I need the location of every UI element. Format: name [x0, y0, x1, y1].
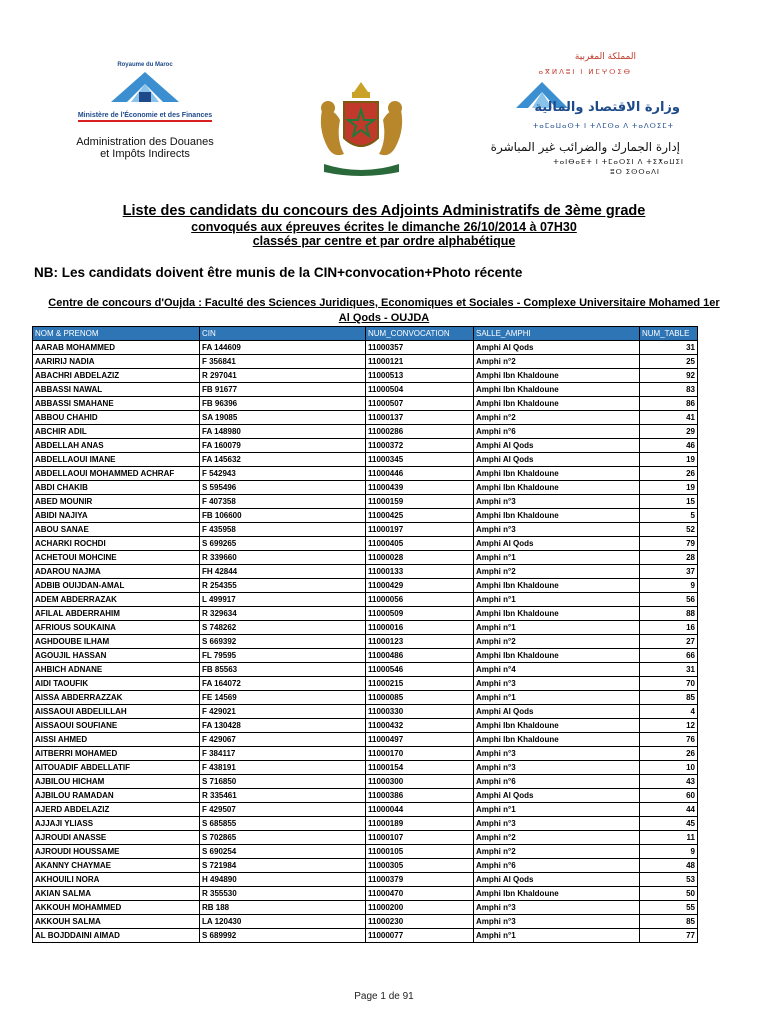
cell-salle-amphi: Amphi Al Qods [474, 537, 640, 551]
table-row [33, 691, 698, 705]
cell-num-convocation: 11000507 [366, 397, 474, 411]
table-row [33, 719, 698, 733]
cell-num-table: 66 [640, 649, 698, 663]
cell-nom-prenom: AGHDOUBE ILHAM [33, 635, 200, 649]
centre-heading [30, 296, 738, 326]
cell-cin: S 721984 [200, 859, 366, 873]
table-row [33, 677, 698, 691]
cell-nom-prenom: AJERD ABDELAZIZ [33, 803, 200, 817]
table-row [33, 565, 698, 579]
cell-salle-amphi: Amphi n°3 [474, 901, 640, 915]
cell-nom-prenom: ABDELLAH ANAS [33, 439, 200, 453]
cell-cin: R 329634 [200, 607, 366, 621]
cell-nom-prenom: AJJAJI YLIASS [33, 817, 200, 831]
cell-cin: R 339660 [200, 551, 366, 565]
cell-num-convocation: 11000513 [366, 369, 474, 383]
cell-cin: FB 91677 [200, 383, 366, 397]
table-row [33, 817, 698, 831]
cell-num-table: 29 [640, 425, 698, 439]
cell-num-convocation: 11000439 [366, 481, 474, 495]
cell-nom-prenom: AL BOJDDAINI AIMAD [33, 929, 200, 943]
page-header [0, 0, 768, 200]
cell-cin: FA 164072 [200, 677, 366, 691]
cell-num-convocation: 11000372 [366, 439, 474, 453]
cell-num-table: 26 [640, 467, 698, 481]
cell-num-table: 79 [640, 537, 698, 551]
cell-num-convocation: 11000197 [366, 523, 474, 537]
cell-num-table: 5 [640, 509, 698, 523]
cell-num-table: 77 [640, 929, 698, 943]
table-row [33, 523, 698, 537]
cell-num-convocation: 11000170 [366, 747, 474, 761]
cell-salle-amphi: Amphi Ibn Khaldoune [474, 481, 640, 495]
cell-num-table: 28 [640, 551, 698, 565]
cell-num-convocation: 11000486 [366, 649, 474, 663]
cell-num-convocation: 11000546 [366, 663, 474, 677]
cell-salle-amphi: Amphi Ibn Khaldoune [474, 579, 640, 593]
cell-num-table: 45 [640, 817, 698, 831]
cell-num-convocation: 11000425 [366, 509, 474, 523]
header-num-convocation: NUM_CONVOCATION [366, 327, 474, 341]
cell-num-table: 37 [640, 565, 698, 579]
cell-num-table: 27 [640, 635, 698, 649]
table-row [33, 537, 698, 551]
cell-nom-prenom: AITOUADIF ABDELLATIF [33, 761, 200, 775]
cell-num-convocation: 11000123 [366, 635, 474, 649]
table-row [33, 551, 698, 565]
cell-num-convocation: 11000357 [366, 341, 474, 355]
cell-nom-prenom: AARIRIJ NADIA [33, 355, 200, 369]
cell-num-convocation: 11000386 [366, 789, 474, 803]
cell-cin: S 748262 [200, 621, 366, 635]
cell-salle-amphi: Amphi n°3 [474, 677, 640, 691]
cell-num-convocation: 11000305 [366, 859, 474, 873]
table-row [33, 873, 698, 887]
cell-num-table: 52 [640, 523, 698, 537]
cell-salle-amphi: Amphi Al Qods [474, 453, 640, 467]
table-row [33, 831, 698, 845]
table-row [33, 775, 698, 789]
cell-cin: S 716850 [200, 775, 366, 789]
cell-cin: FA 160079 [200, 439, 366, 453]
table-row [33, 369, 698, 383]
table-row [33, 397, 698, 411]
cell-num-convocation: 11000077 [366, 929, 474, 943]
cell-num-convocation: 11000189 [366, 817, 474, 831]
tifinagh-line-4: ⵓⵔ ⵉⵙⵔⴰⴷⵏ [610, 169, 660, 176]
cell-num-table: 25 [640, 355, 698, 369]
cell-nom-prenom: AFRIOUS SOUKAINA [33, 621, 200, 635]
cell-num-table: 83 [640, 383, 698, 397]
table-row [33, 425, 698, 439]
cell-num-convocation: 11000121 [366, 355, 474, 369]
cell-salle-amphi: Amphi Ibn Khaldoune [474, 733, 640, 747]
title-line-3: classés par centre et par ordre alphabétique [252, 234, 516, 248]
cell-nom-prenom: AHBICH ADNANE [33, 663, 200, 677]
table-row [33, 789, 698, 803]
cell-num-table: 86 [640, 397, 698, 411]
arabic-kingdom: المملكة المغربية [574, 52, 636, 62]
cell-num-table: 43 [640, 775, 698, 789]
table-row [33, 845, 698, 859]
cell-cin: F 384117 [200, 747, 366, 761]
cell-salle-amphi: Amphi n°3 [474, 523, 640, 537]
cell-nom-prenom: ABACHRI ABDELAZIZ [33, 369, 200, 383]
cell-salle-amphi: Amphi Al Qods [474, 705, 640, 719]
cell-num-convocation: 11000504 [366, 383, 474, 397]
cell-cin: S 699265 [200, 537, 366, 551]
admin-line-2: et Impôts Indirects [100, 148, 190, 160]
nb-notice: NB: Les candidats doivent être munis de la CIN+convocation+Photo récente [34, 265, 523, 280]
cell-cin: FL 79595 [200, 649, 366, 663]
cell-cin: F 438191 [200, 761, 366, 775]
cell-nom-prenom: ACHETOUI MOHCINE [33, 551, 200, 565]
cell-num-convocation: 11000470 [366, 887, 474, 901]
table-row [33, 929, 698, 943]
cell-nom-prenom: AJROUDI ANASSE [33, 831, 200, 845]
mountain-logo-icon [105, 70, 185, 104]
cell-num-table: 85 [640, 691, 698, 705]
cell-nom-prenom: ABBASSI NAWAL [33, 383, 200, 397]
cell-cin: FE 14569 [200, 691, 366, 705]
cell-salle-amphi: Amphi n°1 [474, 929, 640, 943]
cell-salle-amphi: Amphi n°4 [474, 663, 640, 677]
centre-line-1: Centre de concours d'Oujda : Faculté des Sciences Juridiques, Economiques et Sociales - Complexe Universitaire Mohamed 1er [48, 297, 720, 309]
ministere-label: Ministère de l'Économie et des Finances [78, 112, 212, 122]
cell-num-convocation: 11000133 [366, 565, 474, 579]
cell-num-table: 46 [640, 439, 698, 453]
cell-salle-amphi: Amphi n°3 [474, 495, 640, 509]
tifinagh-line-3: ⵜⴰⵏⴱⴰⴹⵜ ⵏ ⵜⵎⴰⵔⵉⵏ ⴷ ⵜⵉⵅⴰⵡⵉⵏ [553, 159, 684, 166]
cell-num-table: 48 [640, 859, 698, 873]
cell-num-table: 85 [640, 915, 698, 929]
header-salle-amphi: SALLE_AMPHI [474, 327, 640, 341]
ministry-logo-left [55, 62, 235, 160]
cell-salle-amphi: Amphi n°1 [474, 593, 640, 607]
cell-num-convocation: 11000330 [366, 705, 474, 719]
document-titles [0, 203, 768, 248]
cell-num-convocation: 11000446 [366, 467, 474, 481]
cell-num-convocation: 11000044 [366, 803, 474, 817]
cell-nom-prenom: AKHOUILI NORA [33, 873, 200, 887]
cell-cin: S 702865 [200, 831, 366, 845]
table-row [33, 495, 698, 509]
cell-cin: FA 148980 [200, 425, 366, 439]
cell-nom-prenom: AITBERRI MOHAMED [33, 747, 200, 761]
cell-salle-amphi: Amphi Ibn Khaldoune [474, 397, 640, 411]
cell-num-convocation: 11000085 [366, 691, 474, 705]
cell-cin: R 254355 [200, 579, 366, 593]
table-row [33, 649, 698, 663]
cell-cin: SA 19085 [200, 411, 366, 425]
cell-num-convocation: 11000056 [366, 593, 474, 607]
cell-num-table: 56 [640, 593, 698, 607]
cell-num-convocation: 11000159 [366, 495, 474, 509]
cell-num-table: 15 [640, 495, 698, 509]
cell-nom-prenom: ABCHIR ADIL [33, 425, 200, 439]
cell-salle-amphi: Amphi Ibn Khaldoune [474, 607, 640, 621]
cell-salle-amphi: Amphi n°2 [474, 831, 640, 845]
cell-cin: FB 106600 [200, 509, 366, 523]
cell-num-table: 12 [640, 719, 698, 733]
table-row [33, 593, 698, 607]
table-row [33, 901, 698, 915]
cell-salle-amphi: Amphi Ibn Khaldoune [474, 719, 640, 733]
table-row [33, 761, 698, 775]
ministry-logo-right [480, 52, 700, 182]
admin-label [55, 136, 235, 160]
cell-cin: FA 130428 [200, 719, 366, 733]
cell-num-convocation: 11000215 [366, 677, 474, 691]
cell-salle-amphi: Amphi Al Qods [474, 439, 640, 453]
cell-num-table: 10 [640, 761, 698, 775]
cell-num-table: 60 [640, 789, 698, 803]
cell-num-table: 44 [640, 803, 698, 817]
cell-salle-amphi: Amphi n°3 [474, 817, 640, 831]
table-row [33, 467, 698, 481]
table-row [33, 383, 698, 397]
cell-num-table: 4 [640, 705, 698, 719]
table-row [33, 607, 698, 621]
table-row [33, 453, 698, 467]
cell-num-table: 88 [640, 607, 698, 621]
header-nom-prenom: NOM & PRENOM [33, 327, 200, 341]
admin-line-1: Administration des Douanes [76, 136, 214, 148]
cell-salle-amphi: Amphi n°6 [474, 425, 640, 439]
centre-line-2: Al Qods - OUJDA [338, 312, 430, 324]
cell-cin: S 669392 [200, 635, 366, 649]
cell-salle-amphi: Amphi n°2 [474, 845, 640, 859]
arabic-ministry: وزارة الاقتصاد والمالية [534, 100, 680, 115]
cell-cin: F 429507 [200, 803, 366, 817]
cell-nom-prenom: AIDI TAOUFIK [33, 677, 200, 691]
page-footer: Page 1 de 91 [354, 991, 414, 1002]
candidates-table [32, 326, 698, 943]
cell-nom-prenom: AKKOUH MOHAMMED [33, 901, 200, 915]
cell-nom-prenom: AFILAL ABDERRAHIM [33, 607, 200, 621]
cell-nom-prenom: ABOU SANAE [33, 523, 200, 537]
cell-salle-amphi: Amphi n°3 [474, 747, 640, 761]
cell-nom-prenom: ACHARKI ROCHDI [33, 537, 200, 551]
cell-nom-prenom: ABDELLAOUI IMANE [33, 453, 200, 467]
cell-num-convocation: 11000379 [366, 873, 474, 887]
cell-salle-amphi: Amphi n°3 [474, 915, 640, 929]
table-row [33, 803, 698, 817]
cell-salle-amphi: Amphi n°2 [474, 635, 640, 649]
table-body [33, 341, 698, 943]
table-row [33, 439, 698, 453]
cell-nom-prenom: AJBILOU HICHAM [33, 775, 200, 789]
table-row [33, 915, 698, 929]
table-header-row [33, 327, 698, 341]
cell-cin: FA 145632 [200, 453, 366, 467]
table-row [33, 705, 698, 719]
cell-nom-prenom: ABIDI NAJIYA [33, 509, 200, 523]
table-row [33, 509, 698, 523]
cell-nom-prenom: ABDI CHAKIB [33, 481, 200, 495]
cell-salle-amphi: Amphi n°2 [474, 355, 640, 369]
cell-salle-amphi: Amphi Ibn Khaldoune [474, 649, 640, 663]
cell-num-convocation: 11000230 [366, 915, 474, 929]
cell-num-convocation: 11000345 [366, 453, 474, 467]
cell-num-convocation: 11000432 [366, 719, 474, 733]
cell-nom-prenom: AKKOUH SALMA [33, 915, 200, 929]
cell-num-table: 50 [640, 887, 698, 901]
cell-nom-prenom: ABBASSI SMAHANE [33, 397, 200, 411]
cell-salle-amphi: Amphi Ibn Khaldoune [474, 887, 640, 901]
cell-salle-amphi: Amphi n°1 [474, 691, 640, 705]
cell-cin: FB 96396 [200, 397, 366, 411]
cell-num-convocation: 11000028 [366, 551, 474, 565]
cell-num-table: 55 [640, 901, 698, 915]
cell-num-table: 26 [640, 747, 698, 761]
cell-num-table: 41 [640, 411, 698, 425]
table-row [33, 635, 698, 649]
cell-nom-prenom: AISSI AHMED [33, 733, 200, 747]
cell-salle-amphi: Amphi Al Qods [474, 873, 640, 887]
table-row [33, 887, 698, 901]
table-row [33, 733, 698, 747]
cell-nom-prenom: AISSAOUI ABDELILLAH [33, 705, 200, 719]
cell-cin: R 335461 [200, 789, 366, 803]
cell-num-table: 11 [640, 831, 698, 845]
cell-num-convocation: 11000509 [366, 607, 474, 621]
title-line-2: convoqués aux épreuves écrites le dimanche 26/10/2014 à 07H30 [191, 220, 577, 234]
cell-nom-prenom: AARAB MOHAMMED [33, 341, 200, 355]
cell-num-convocation: 11000200 [366, 901, 474, 915]
arabic-admin: إدارة الجمارك والضرائب غير المباشرة [490, 140, 680, 154]
cell-nom-prenom: ADEM ABDERRAZAK [33, 593, 200, 607]
cell-cin: F 429067 [200, 733, 366, 747]
cell-num-table: 76 [640, 733, 698, 747]
cell-cin: R 297041 [200, 369, 366, 383]
cell-nom-prenom: ADBIB OUIJDAN-AMAL [33, 579, 200, 593]
cell-cin: S 685855 [200, 817, 366, 831]
cell-salle-amphi: Amphi Ibn Khaldoune [474, 509, 640, 523]
cell-salle-amphi: Amphi n°6 [474, 859, 640, 873]
table-row [33, 411, 698, 425]
cell-salle-amphi: Amphi n°3 [474, 761, 640, 775]
cell-cin: F 356841 [200, 355, 366, 369]
cell-num-table: 19 [640, 453, 698, 467]
cell-cin: F 407358 [200, 495, 366, 509]
cell-num-convocation: 11000016 [366, 621, 474, 635]
cell-cin: F 429021 [200, 705, 366, 719]
cell-cin: F 542943 [200, 467, 366, 481]
cell-num-convocation: 11000154 [366, 761, 474, 775]
cell-nom-prenom: ADAROU NAJMA [33, 565, 200, 579]
cell-nom-prenom: AJROUDI HOUSSAME [33, 845, 200, 859]
table-row [33, 663, 698, 677]
cell-cin: FB 85563 [200, 663, 366, 677]
cell-salle-amphi: Amphi n°2 [474, 411, 640, 425]
header-cin: CIN [200, 327, 366, 341]
cell-nom-prenom: AKIAN SALMA [33, 887, 200, 901]
cell-salle-amphi: Amphi Ibn Khaldoune [474, 369, 640, 383]
cell-num-table: 16 [640, 621, 698, 635]
cell-salle-amphi: Amphi Al Qods [474, 789, 640, 803]
table-row [33, 355, 698, 369]
cell-nom-prenom: ABBOU CHAHID [33, 411, 200, 425]
table-row [33, 341, 698, 355]
cell-num-convocation: 11000137 [366, 411, 474, 425]
royaume-label: Royaume du Maroc [117, 62, 173, 68]
cell-cin: S 690254 [200, 845, 366, 859]
cell-cin: F 435958 [200, 523, 366, 537]
cell-cin: FH 42844 [200, 565, 366, 579]
tifinagh-line-2: ⵜⴰⵎⴰⵡⴰⵙⵜ ⵏ ⵜⴷⵎⵙⴰ ⴷ ⵜⴰⴷⵔⵉⵎⵜ [532, 123, 674, 130]
cell-nom-prenom: AISSA ABDERRAZZAK [33, 691, 200, 705]
cell-num-convocation: 11000105 [366, 845, 474, 859]
table-row [33, 747, 698, 761]
title-line-1: Liste des candidats du concours des Adjoints Administratifs de 3ème grade [122, 203, 646, 219]
cell-salle-amphi: Amphi n°1 [474, 621, 640, 635]
cell-num-table: 19 [640, 481, 698, 495]
cell-cin: R 355530 [200, 887, 366, 901]
cell-salle-amphi: Amphi Ibn Khaldoune [474, 467, 640, 481]
cell-num-table: 70 [640, 677, 698, 691]
cell-nom-prenom: ABDELLAOUI MOHAMMED ACHRAF [33, 467, 200, 481]
cell-cin: H 494890 [200, 873, 366, 887]
cell-num-table: 53 [640, 873, 698, 887]
cell-salle-amphi: Amphi n°1 [474, 803, 640, 817]
cell-num-table: 31 [640, 341, 698, 355]
cell-salle-amphi: Amphi Al Qods [474, 341, 640, 355]
cell-nom-prenom: AISSAOUI SOUFIANE [33, 719, 200, 733]
cell-nom-prenom: AKANNY CHAYMAE [33, 859, 200, 873]
cell-num-convocation: 11000429 [366, 579, 474, 593]
table-row [33, 579, 698, 593]
cell-salle-amphi: Amphi n°2 [474, 565, 640, 579]
cell-num-table: 9 [640, 579, 698, 593]
cell-cin: S 595496 [200, 481, 366, 495]
cell-cin: LA 120430 [200, 915, 366, 929]
header-num-table: NUM_TABLE [640, 327, 698, 341]
cell-salle-amphi: Amphi n°1 [474, 551, 640, 565]
cell-cin: RB 188 [200, 901, 366, 915]
table-row [33, 859, 698, 873]
cell-salle-amphi: Amphi n°6 [474, 775, 640, 789]
cell-cin: S 689992 [200, 929, 366, 943]
cell-num-convocation: 11000300 [366, 775, 474, 789]
royal-coat-of-arms-icon [314, 80, 409, 180]
cell-cin: L 499917 [200, 593, 366, 607]
cell-num-table: 92 [640, 369, 698, 383]
cell-num-convocation: 11000286 [366, 425, 474, 439]
cell-num-convocation: 11000107 [366, 831, 474, 845]
cell-num-convocation: 11000405 [366, 537, 474, 551]
table-row [33, 481, 698, 495]
cell-num-table: 31 [640, 663, 698, 677]
cell-num-table: 9 [640, 845, 698, 859]
cell-salle-amphi: Amphi Ibn Khaldoune [474, 383, 640, 397]
cell-nom-prenom: AGOUJIL HASSAN [33, 649, 200, 663]
cell-nom-prenom: ABED MOUNIR [33, 495, 200, 509]
cell-nom-prenom: AJBILOU RAMADAN [33, 789, 200, 803]
cell-num-convocation: 11000497 [366, 733, 474, 747]
cell-cin: FA 144609 [200, 341, 366, 355]
table-row [33, 621, 698, 635]
tifinagh-line-1: ⴰⴳⵍⴷⵓⵏ ⵏ ⵍⵎⵖⵔⵉⴱ [538, 69, 632, 76]
